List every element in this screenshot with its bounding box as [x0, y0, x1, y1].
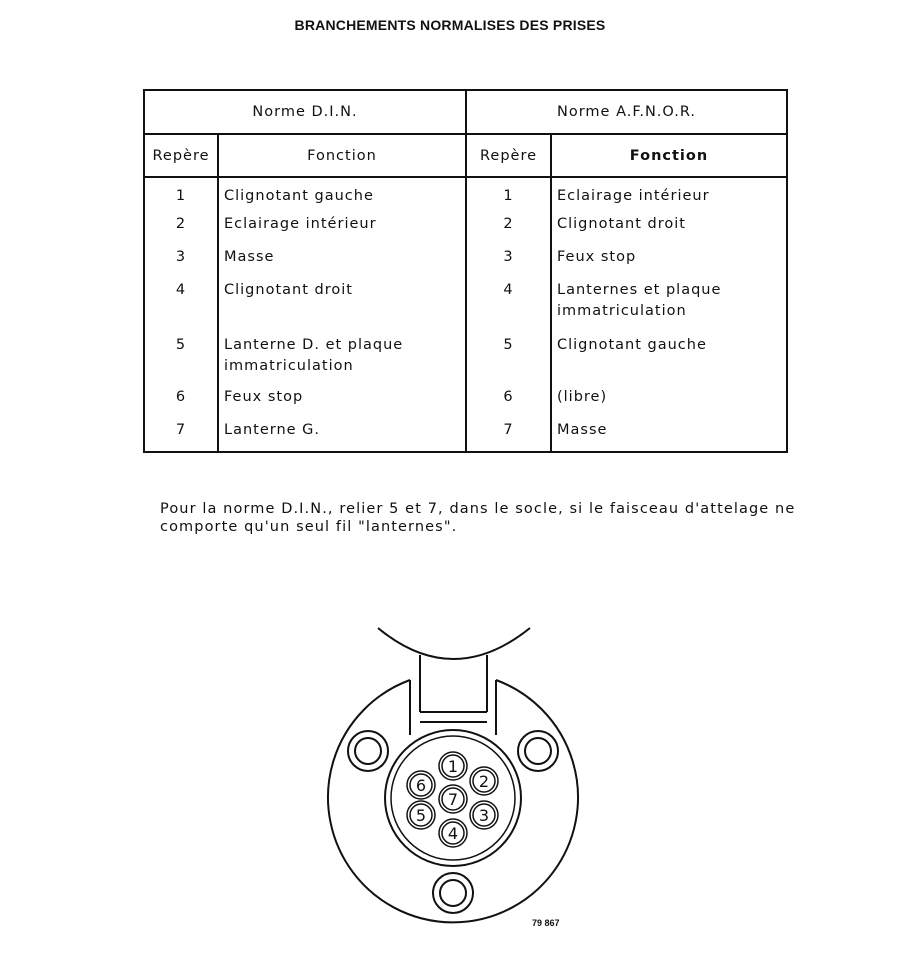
afnor-fonction-cell: (libre): [551, 383, 787, 416]
afnor-repere-cell: 2: [466, 210, 551, 243]
afnor-fonction-header: Fonction: [551, 134, 787, 177]
din-fonction-header: Fonction: [218, 134, 466, 177]
din-fonction-cell: Feux stop: [218, 383, 466, 416]
afnor-repere-cell: 3: [466, 243, 551, 276]
din-repere-cell: 5: [144, 331, 218, 383]
pin-label: 5: [415, 806, 427, 825]
stem: [410, 655, 496, 735]
pin-5: [407, 801, 435, 829]
din-repere-header: Repère: [144, 134, 218, 177]
din-repere-cell: 3: [144, 243, 218, 276]
pin-6: [407, 771, 435, 799]
din-repere-cell: 1: [144, 177, 218, 210]
pin-label: 2: [478, 772, 490, 791]
afnor-repere-cell: 4: [466, 276, 551, 331]
pin-1: [439, 752, 467, 780]
din-header: Norme D.I.N.: [144, 90, 466, 134]
afnor-header: Norme A.F.N.O.R.: [466, 90, 787, 134]
din-repere-cell: 4: [144, 276, 218, 331]
page-title: BRANCHEMENTS NORMALISES DES PRISES: [294, 17, 606, 33]
pin-label: 3: [478, 806, 490, 825]
din-fonction-cell: Masse: [218, 243, 466, 276]
afnor-repere-cell: 5: [466, 331, 551, 383]
din-fonction-cell: Lanterne D. et plaque immatriculation: [218, 331, 466, 383]
pin-4: [439, 819, 467, 847]
pin-3: [470, 801, 498, 829]
din-fonction-cell: Clignotant gauche: [218, 177, 466, 210]
afnor-fonction-cell: Eclairage intérieur: [551, 177, 787, 210]
afnor-fonction-cell: Feux stop: [551, 243, 787, 276]
afnor-fonction-cell: Clignotant gauche: [551, 331, 787, 383]
din-repere-cell: 7: [144, 416, 218, 452]
afnor-repere-cell: 7: [466, 416, 551, 452]
afnor-fonction-cell: Lanternes et plaque immatriculation: [551, 276, 787, 331]
din-note: Pour la norme D.I.N., relier 5 et 7, dans le socle, si le faisceau d'attelage ne comporte qu'un seul fil "lanternes".: [160, 501, 796, 535]
afnor-repere-header: Repère: [466, 134, 551, 177]
din-fonction-cell: Eclairage intérieur: [218, 210, 466, 243]
din-repere-cell: 6: [144, 383, 218, 416]
afnor-fonction-cell: Clignotant droit: [551, 210, 787, 243]
pin-7: [439, 785, 467, 813]
din-fonction-cell: Clignotant droit: [218, 276, 466, 331]
din-repere-cell: 2: [144, 210, 218, 243]
pin-label: 4: [447, 824, 459, 843]
pin-label: 7: [447, 790, 459, 809]
din-fonction-cell: Lanterne G.: [218, 416, 466, 452]
pin-2: [470, 767, 498, 795]
cable-arc: [378, 628, 530, 659]
pin-label: 6: [415, 776, 427, 795]
afnor-repere-cell: 6: [466, 383, 551, 416]
figure-reference: 79 867: [532, 918, 560, 928]
pin-label: 1: [447, 757, 459, 776]
afnor-fonction-cell: Masse: [551, 416, 787, 452]
afnor-repere-cell: 1: [466, 177, 551, 210]
